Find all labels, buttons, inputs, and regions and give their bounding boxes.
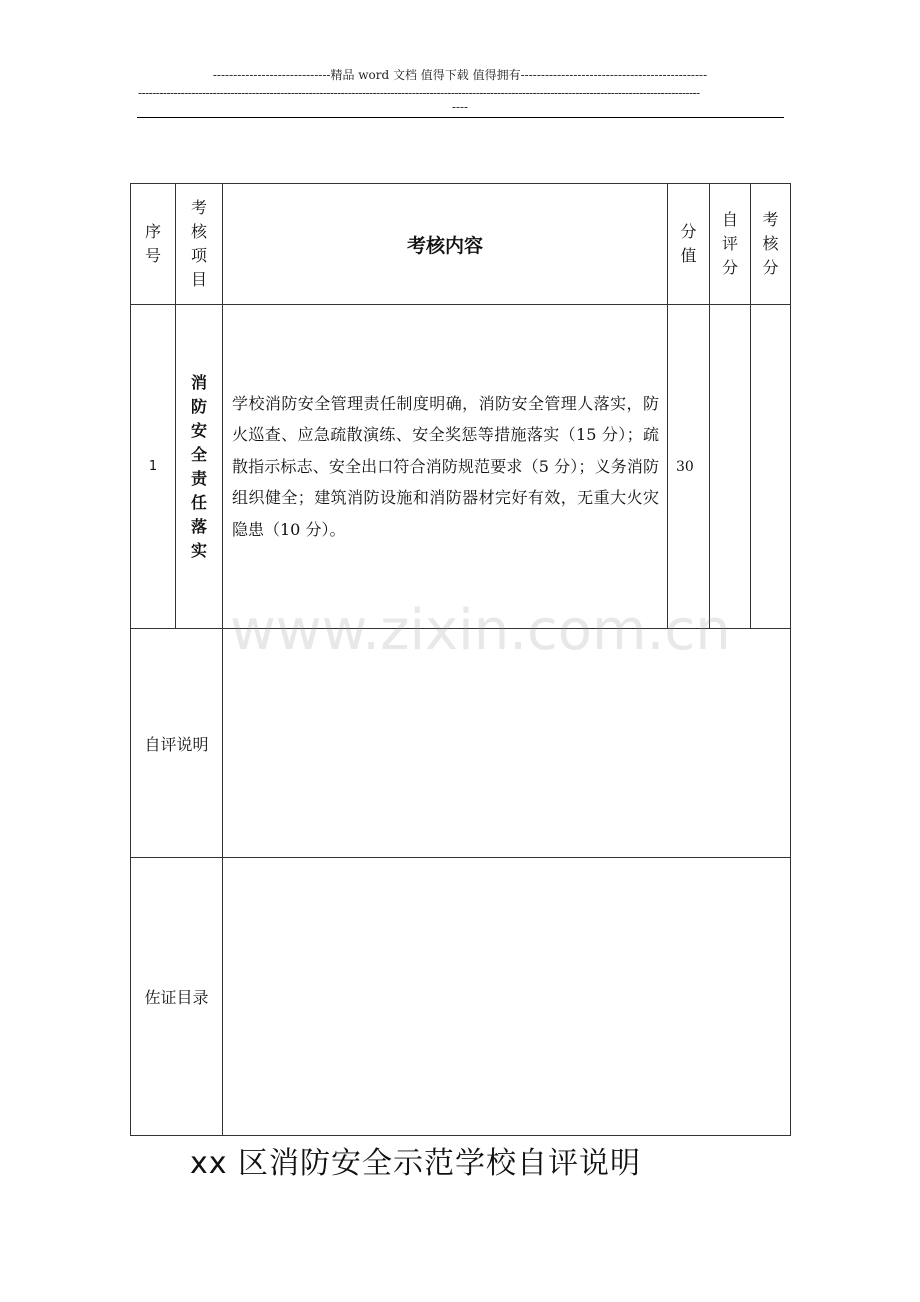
row-score: 30 [668,305,710,629]
row-self-score[interactable] [710,305,751,629]
document-header-line: -----------------------------精品 word 文档 值得下载 值得拥有---------------------------------------------- [212,68,708,82]
header-content: 考核内容 [223,184,668,305]
watermark: www.zixin.com.cn [230,598,731,663]
evidence-label: 佐证目录 [131,858,223,1136]
footer-title: xx 区消防安全示范学校自评说明 [190,1146,642,1181]
header-self-score: 自评分 [710,184,751,305]
document-header-dash-line: -------------------------------------------------------------------------------------------------------------------------------------------------------------- [138,86,700,100]
table-header-row [131,184,791,305]
header-score: 分值 [668,184,710,305]
header-review-score: 考核分 [751,184,791,305]
row-index: 1 [131,305,176,629]
document-header-dash-tail: ---- [451,100,469,114]
evidence-field[interactable] [223,858,791,1136]
self-eval-label: 自评说明 [131,629,223,858]
row-review-score[interactable] [751,305,791,629]
header-item: 考核项目 [176,184,223,305]
header-index: 序号 [131,184,176,305]
evidence-row [131,858,791,1136]
header-rule [137,117,784,118]
table-row [131,305,791,629]
row-content: 学校消防安全管理责任制度明确，消防安全管理人落实，防火巡查、应急疏散演练、安全奖惩等措施落实（15 分）；疏散指示标志、安全出口符合消防规范要求（5 分）；义务消防组织健全；建筑消防设施和消防器材完好有效，无重大火灾隐患（10 分）。 [223,305,668,629]
row-item: 消防安全责任落实 [176,305,223,629]
